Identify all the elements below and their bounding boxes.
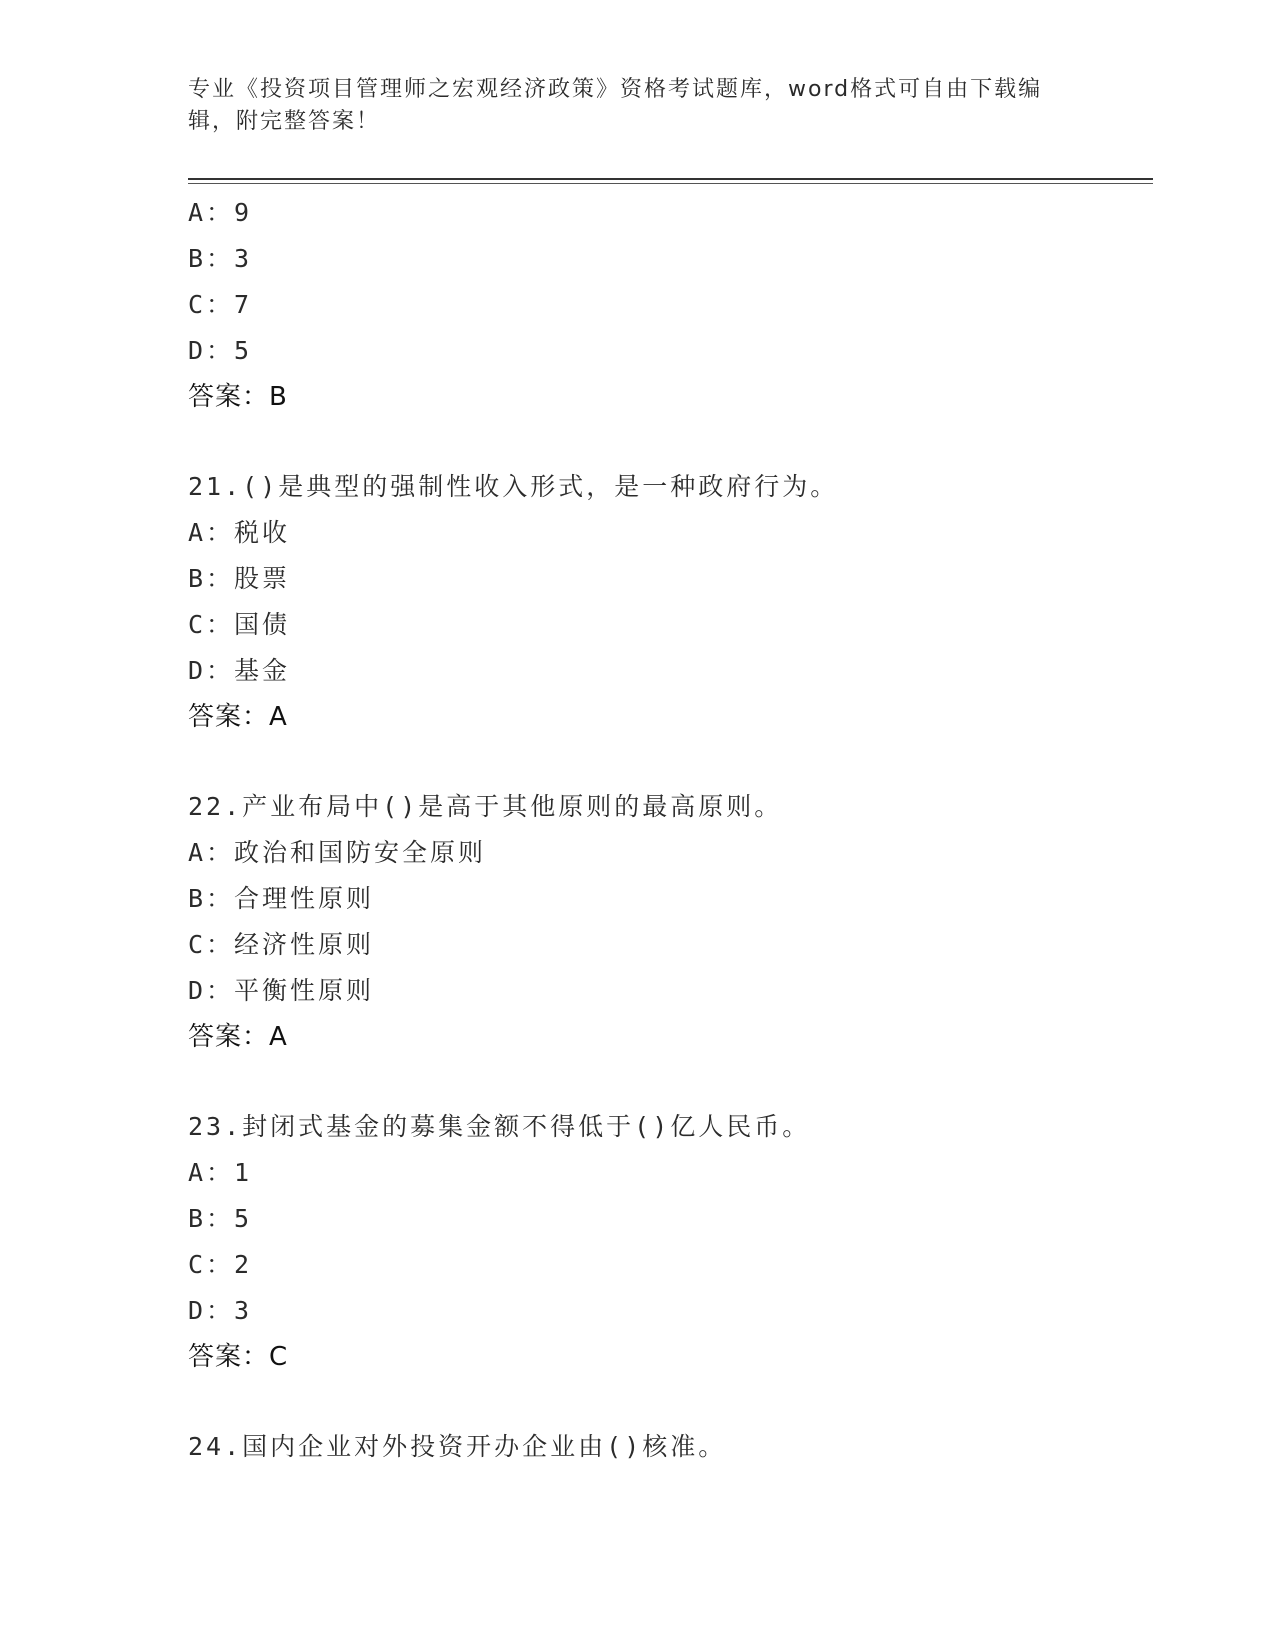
option-b: B：5 xyxy=(188,1204,253,1233)
question-block-24 xyxy=(188,1424,1153,1470)
answer-label: 答案：A xyxy=(188,1022,288,1052)
option-a: A：政治和国防安全原则 xyxy=(188,838,487,867)
option-a: A：1 xyxy=(188,1158,253,1187)
header-divider-thin xyxy=(188,183,1153,184)
option-b: B：股票 xyxy=(188,564,291,593)
option-d: D：平衡性原则 xyxy=(188,976,375,1005)
option-a: A：税收 xyxy=(188,518,291,547)
option-d: D：基金 xyxy=(188,656,291,685)
answer-label: 答案：A xyxy=(188,702,288,732)
question-block-22 xyxy=(188,784,1153,1060)
question-block-20 xyxy=(188,190,1153,420)
option-c: C：经济性原则 xyxy=(188,930,375,959)
question-block-21 xyxy=(188,464,1153,740)
question-block-23 xyxy=(188,1104,1153,1380)
spacer xyxy=(188,1060,1153,1104)
option-c: C：2 xyxy=(188,1250,253,1279)
option-d: D：3 xyxy=(188,1296,253,1325)
question-text: 23.封闭式基金的募集金额不得低于()亿人民币。 xyxy=(188,1112,811,1141)
spacer xyxy=(188,740,1153,784)
answer-label: 答案：C xyxy=(188,1342,289,1372)
option-a: A：9 xyxy=(188,198,253,227)
option-b: B：3 xyxy=(188,244,253,273)
question-text: 24.国内企业对外投资开办企业由()核准。 xyxy=(188,1432,727,1461)
document-header: 专业《投资项目管理师之宏观经济政策》资格考试题库，word格式可自由下载编辑，附完整答案！ xyxy=(188,77,1043,134)
spacer xyxy=(188,420,1153,464)
question-text: 21.()是典型的强制性收入形式，是一种政府行为。 xyxy=(188,472,839,501)
header-divider-thick xyxy=(188,178,1153,180)
question-list xyxy=(188,190,1153,1470)
question-text: 22.产业布局中()是高于其他原则的最高原则。 xyxy=(188,792,783,821)
spacer xyxy=(188,1380,1153,1424)
option-c: C：国债 xyxy=(188,610,291,639)
option-b: B：合理性原则 xyxy=(188,884,375,913)
option-d: D：5 xyxy=(188,336,253,365)
option-c: C：7 xyxy=(188,290,253,319)
answer-label: 答案：B xyxy=(188,382,288,412)
